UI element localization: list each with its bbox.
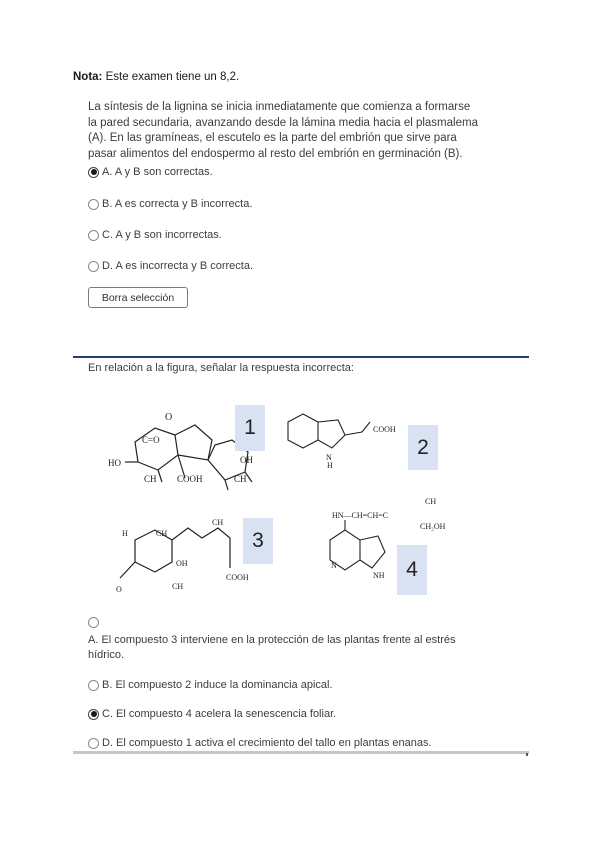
figure-badge-2: 2 <box>408 425 438 470</box>
m1-ho-label: HO <box>108 458 121 468</box>
m1-oh-label: OH <box>240 455 253 465</box>
q1-option-a[interactable] <box>88 166 213 178</box>
q2-option-d[interactable] <box>88 737 432 749</box>
m2-h-label: H <box>327 461 333 470</box>
radio-icon[interactable] <box>88 199 99 210</box>
figure-badge-3: 3 <box>243 518 273 564</box>
m3-ch3-label: CH <box>156 529 168 538</box>
question-1-line: la pared secundaria, avanzando desde la lámina media hacia el plasmalema <box>88 116 478 129</box>
radio-icon[interactable] <box>88 261 99 272</box>
m3-o-label: O <box>116 585 122 594</box>
molecules-figure <box>100 400 460 610</box>
m3-ch3top-label: CH <box>212 518 224 527</box>
m4-chain-label: HN—CH=CH=C <box>332 511 389 520</box>
question-1-text <box>88 100 488 162</box>
q2-option-c[interactable] <box>88 708 336 720</box>
molecule-3-structure <box>120 528 230 578</box>
question-1-line: pasar alimentos del endospermo al resto del embrión en germinación (B). <box>88 147 463 160</box>
m3-cooh-label: COOH <box>226 573 249 582</box>
q2-option-a[interactable] <box>88 617 456 663</box>
radio-icon[interactable] <box>88 680 99 691</box>
radio-icon[interactable] <box>88 738 99 749</box>
m2-cooh-label: COOH <box>373 425 396 434</box>
clear-selection-button[interactable]: Borra selección <box>88 287 188 308</box>
m4-n-label: N <box>331 561 337 570</box>
question-1-line: La síntesis de la lignina se inicia inmediatamente que comienza a formarse <box>88 101 471 113</box>
molecule-2-structure <box>288 414 370 448</box>
m3-oh-label: OH <box>176 559 188 568</box>
molecule-4-structure <box>330 520 385 570</box>
m3-h3c-label: H <box>122 529 128 538</box>
grade-note <box>73 71 239 83</box>
m1-ch3b-label: CH <box>234 474 247 484</box>
m3-ch3bot-label: CH <box>172 582 184 591</box>
m4-nh-label: NH <box>373 571 385 580</box>
question-1-line: (A). En las gramíneas, el escutelo es la parte del embrión que sirve para <box>88 132 457 144</box>
q1-option-a-label: A. A y B son correctas. <box>102 166 213 178</box>
q2-option-a-label-line2: hídrico. <box>88 649 125 661</box>
q1-option-b[interactable] <box>88 198 252 210</box>
m1-co-label: C=O <box>142 435 160 445</box>
page-end-mark <box>526 753 528 756</box>
m4-ch3-label: CH <box>425 497 437 506</box>
q1-option-d[interactable] <box>88 260 253 272</box>
radio-selected-icon[interactable] <box>88 709 99 720</box>
m1-o-label: O <box>165 412 173 423</box>
radio-icon[interactable] <box>88 617 99 628</box>
q2-option-c-label: C. El compuesto 4 acelera la senescencia foliar. <box>102 708 337 720</box>
page-bottom-divider <box>73 751 529 754</box>
m1-ch3a-label: CH <box>144 474 157 484</box>
radio-icon[interactable] <box>88 230 99 241</box>
grade-note-text: Este examen tiene un 8,2. <box>102 71 240 83</box>
m4-ch2oh-label: CH₂OH <box>420 522 446 531</box>
q2-option-a-label-line1: A. El compuesto 3 interviene en la protección de las plantas frente al estrés <box>88 634 456 646</box>
figure-badge-4: 4 <box>397 545 427 595</box>
m2-nh-label: N <box>326 453 332 462</box>
q2-option-b-label: B. El compuesto 2 induce la dominancia apical. <box>102 679 333 691</box>
question-2-prompt: En relación a la figura, señalar la respuesta incorrecta: <box>88 362 354 374</box>
grade-note-label: Nota: <box>73 71 103 83</box>
q2-option-b[interactable] <box>88 679 333 691</box>
q1-option-c-label: C. A y B son incorrectas. <box>102 229 222 241</box>
q1-option-b-label: B. A es correcta y B incorrecta. <box>102 198 253 210</box>
q1-option-d-label: D. A es incorrecta y B correcta. <box>102 260 254 272</box>
radio-selected-icon[interactable] <box>88 167 99 178</box>
figure-badge-1: 1 <box>235 405 265 451</box>
q1-option-c[interactable] <box>88 229 222 241</box>
m1-cooh-label: COOH <box>177 474 203 484</box>
question-divider <box>73 356 529 358</box>
q2-option-d-label: D. El compuesto 1 activa el crecimiento del tallo en plantas enanas. <box>102 737 432 749</box>
